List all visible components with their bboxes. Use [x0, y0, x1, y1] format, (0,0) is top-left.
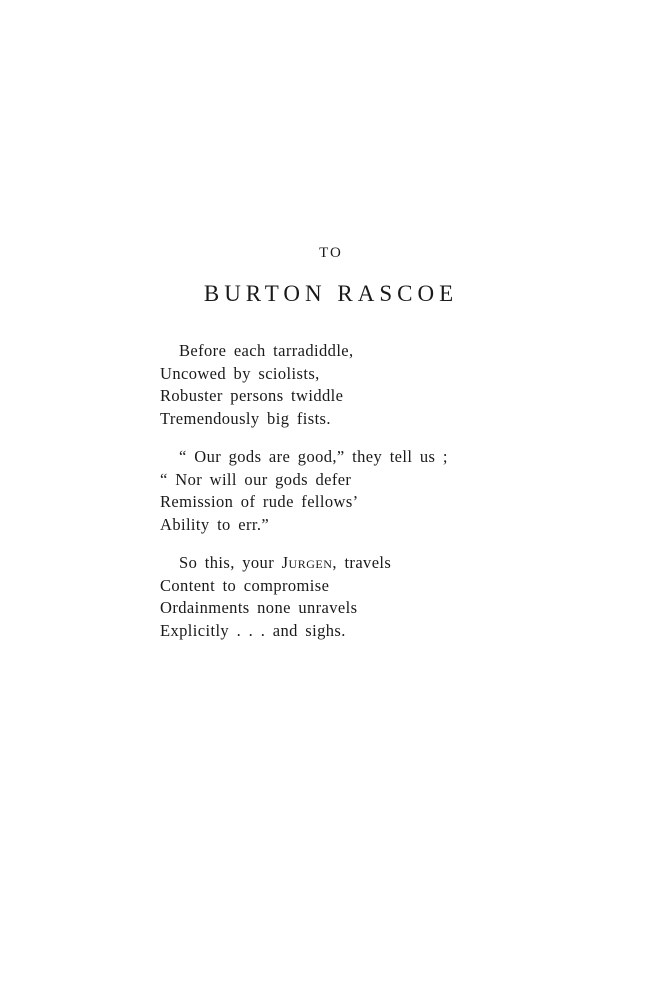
poem-line: “ Nor will our gods defer	[160, 469, 352, 489]
poem-line: “ Our gods are good,” they tell us ;	[179, 447, 448, 466]
stanza-1	[160, 340, 540, 430]
stanza-2	[160, 446, 540, 536]
poem-line	[160, 552, 540, 575]
stanza-3	[160, 552, 540, 642]
poem-line: Remission of rude fellows’	[160, 492, 359, 511]
book-title-jurgen: Jurgen	[281, 553, 333, 572]
poem-line: Explicitly . . . and sighs.	[160, 620, 346, 640]
dedication-poem	[160, 340, 540, 658]
poem-text: So this, your	[179, 553, 282, 572]
poem-text: , travels	[332, 553, 392, 572]
poem-line: Uncowed by sciolists,	[160, 363, 320, 383]
poem-line: Ability to err.”	[160, 514, 270, 534]
poem-line: Tremendously big fists.	[160, 408, 331, 428]
poem-line: Content to compromise	[160, 575, 330, 595]
dedicatee-name: BURTON RASCOE	[203, 281, 459, 306]
dedication-to: TO	[319, 245, 343, 261]
poem-line: Ordainments none unravels	[160, 598, 358, 617]
poem-line: Before each tarradiddle,	[179, 341, 354, 360]
poem-line: Robuster persons twiddle	[160, 386, 344, 405]
